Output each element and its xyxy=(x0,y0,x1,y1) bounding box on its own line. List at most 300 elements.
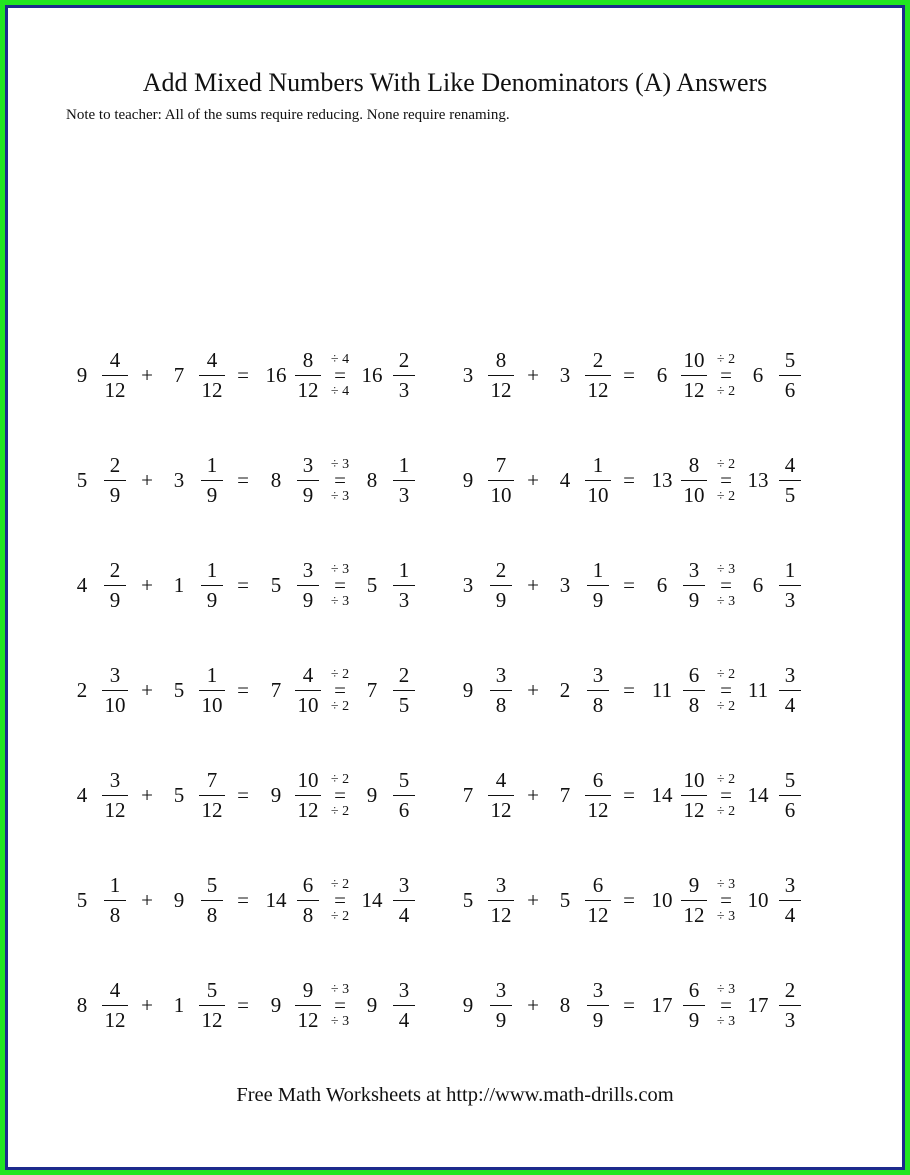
fraction-bar xyxy=(295,1005,321,1006)
fraction-bar xyxy=(393,690,415,691)
denominator: 8 xyxy=(592,693,604,717)
divide-denominator-label: ÷ 3 xyxy=(330,594,350,609)
numerator: 10 xyxy=(683,348,705,372)
problem-11 xyxy=(60,865,440,935)
numerator: 5 xyxy=(398,768,410,792)
numerator: 3 xyxy=(784,663,796,687)
fraction-bar xyxy=(681,795,707,796)
denominator: 3 xyxy=(398,483,410,507)
denominator: 10 xyxy=(297,693,319,717)
answer-whole: 6 xyxy=(752,572,764,597)
answer-whole: 17 xyxy=(747,992,769,1017)
sum-whole: 6 xyxy=(656,362,668,387)
fraction-bar xyxy=(102,690,128,691)
numerator: 3 xyxy=(592,663,604,687)
numerator: 3 xyxy=(495,873,507,897)
fraction-bar xyxy=(297,900,319,901)
addend1-whole: 9 xyxy=(462,677,474,702)
numerator: 4 xyxy=(302,663,314,687)
divide-numerator-label: ÷ 2 xyxy=(716,772,736,787)
divide-denominator-label: ÷ 2 xyxy=(330,909,350,924)
numerator: 2 xyxy=(398,348,410,372)
numerator: 7 xyxy=(495,453,507,477)
divide-denominator-label: ÷ 3 xyxy=(716,1014,736,1029)
numerator: 3 xyxy=(495,663,507,687)
plus-sign: + xyxy=(527,677,539,702)
addend1-whole: 7 xyxy=(462,782,474,807)
fraction-bar xyxy=(488,900,514,901)
divide-numerator-label: ÷ 3 xyxy=(716,877,736,892)
numerator: 1 xyxy=(109,873,121,897)
numerator: 3 xyxy=(109,768,121,792)
divide-denominator-label: ÷ 3 xyxy=(716,594,736,609)
numerator: 2 xyxy=(109,558,121,582)
addend2-whole: 3 xyxy=(559,362,571,387)
answer-whole: 9 xyxy=(366,992,378,1017)
fraction-bar xyxy=(681,480,707,481)
equals-sign: = xyxy=(720,993,732,1017)
fraction-bar xyxy=(488,375,514,376)
answer-fraction xyxy=(384,340,424,410)
answer-whole: 6 xyxy=(752,362,764,387)
denominator: 4 xyxy=(784,693,796,717)
fraction-bar xyxy=(585,795,611,796)
plus-sign: + xyxy=(527,572,539,597)
fraction-bar xyxy=(490,690,512,691)
numerator: 3 xyxy=(398,978,410,1002)
plus-sign: + xyxy=(527,467,539,492)
denominator: 8 xyxy=(109,903,121,927)
plus-sign: + xyxy=(141,362,153,387)
addend2-whole: 4 xyxy=(559,467,571,492)
problem-14 xyxy=(446,970,826,1040)
fraction-bar xyxy=(393,900,415,901)
numerator: 8 xyxy=(495,348,507,372)
denominator: 12 xyxy=(104,1008,126,1032)
numerator: 3 xyxy=(302,453,314,477)
answer-fraction xyxy=(384,760,424,830)
addend2-whole: 2 xyxy=(559,677,571,702)
fraction-bar xyxy=(393,375,415,376)
fraction-bar xyxy=(587,690,609,691)
denominator: 3 xyxy=(784,1008,796,1032)
plus-sign: + xyxy=(527,782,539,807)
denominator: 6 xyxy=(784,378,796,402)
addend1-whole: 3 xyxy=(462,362,474,387)
fraction-bar xyxy=(295,795,321,796)
divide-numerator-label: ÷ 3 xyxy=(716,982,736,997)
numerator: 10 xyxy=(297,768,319,792)
divide-numerator-label: ÷ 2 xyxy=(716,352,736,367)
worksheet-title: Add Mixed Numbers With Like Denominators (A) Answers xyxy=(142,68,768,97)
denominator: 8 xyxy=(688,693,700,717)
numerator: 5 xyxy=(784,768,796,792)
fraction-bar xyxy=(199,375,225,376)
divide-numerator-label: ÷ 3 xyxy=(716,562,736,577)
plus-sign: + xyxy=(141,677,153,702)
teacher-note: Note to teacher: All of the sums require reducing. None require renaming. xyxy=(66,107,510,123)
numerator: 2 xyxy=(592,348,604,372)
fraction-bar xyxy=(102,375,128,376)
sum-whole: 14 xyxy=(651,782,673,807)
numerator: 7 xyxy=(206,768,218,792)
denominator: 10 xyxy=(201,693,223,717)
numerator: 6 xyxy=(688,663,700,687)
equals-sign: = xyxy=(623,362,635,387)
sum-whole: 5 xyxy=(270,572,282,597)
denominator: 9 xyxy=(688,1008,700,1032)
denominator: 9 xyxy=(206,588,218,612)
numerator: 1 xyxy=(592,558,604,582)
numerator: 6 xyxy=(592,768,604,792)
sum-whole: 16 xyxy=(265,362,287,387)
numerator: 2 xyxy=(495,558,507,582)
denominator: 12 xyxy=(587,798,609,822)
numerator: 3 xyxy=(784,873,796,897)
denominator: 12 xyxy=(104,378,126,402)
footer-credit: Free Math Worksheets at http://www.math-drills.com xyxy=(236,1084,674,1106)
divide-denominator-label: ÷ 3 xyxy=(330,489,350,504)
sum-whole: 17 xyxy=(651,992,673,1017)
equals-sign: = xyxy=(237,887,249,912)
equals-sign: = xyxy=(334,678,346,702)
fraction-bar xyxy=(102,795,128,796)
divide-numerator-label: ÷ 2 xyxy=(330,772,350,787)
numerator: 9 xyxy=(688,873,700,897)
divide-numerator-label: ÷ 2 xyxy=(330,667,350,682)
denominator: 8 xyxy=(302,903,314,927)
denominator: 9 xyxy=(302,483,314,507)
fraction-bar xyxy=(779,1005,801,1006)
sum-whole: 14 xyxy=(265,887,287,912)
equals-sign: = xyxy=(334,783,346,807)
answer-fraction xyxy=(384,865,424,935)
addend2-whole: 5 xyxy=(173,782,185,807)
fraction-bar xyxy=(297,480,319,481)
answer-fraction xyxy=(384,970,424,1040)
numerator: 4 xyxy=(495,768,507,792)
divide-denominator-label: ÷ 2 xyxy=(330,699,350,714)
divide-denominator-label: ÷ 3 xyxy=(330,1014,350,1029)
fraction-bar xyxy=(393,1005,415,1006)
plus-sign: + xyxy=(527,887,539,912)
denominator: 10 xyxy=(490,483,512,507)
numerator: 1 xyxy=(206,453,218,477)
fraction-bar xyxy=(104,585,126,586)
equals-sign: = xyxy=(720,888,732,912)
problem-10 xyxy=(446,760,826,830)
equals-sign: = xyxy=(237,992,249,1017)
fraction-bar xyxy=(587,585,609,586)
addend2-whole: 5 xyxy=(173,677,185,702)
numerator: 6 xyxy=(592,873,604,897)
equals-sign: = xyxy=(237,782,249,807)
divide-denominator-label: ÷ 2 xyxy=(716,699,736,714)
problem-6 xyxy=(446,550,826,620)
denominator: 12 xyxy=(104,798,126,822)
numerator: 3 xyxy=(688,558,700,582)
fraction-bar xyxy=(779,375,801,376)
answer-fraction xyxy=(770,550,810,620)
numerator: 1 xyxy=(206,663,218,687)
equals-sign: = xyxy=(237,677,249,702)
fraction-bar xyxy=(488,795,514,796)
divide-denominator-label: ÷ 2 xyxy=(330,804,350,819)
denominator: 3 xyxy=(398,588,410,612)
numerator: 4 xyxy=(109,348,121,372)
sum-whole: 8 xyxy=(270,467,282,492)
numerator: 4 xyxy=(784,453,796,477)
plus-sign: + xyxy=(527,362,539,387)
numerator: 5 xyxy=(206,978,218,1002)
fraction-bar xyxy=(199,1005,225,1006)
addend2-whole: 7 xyxy=(559,782,571,807)
problem-8 xyxy=(446,655,826,725)
denominator: 3 xyxy=(398,378,410,402)
denominator: 9 xyxy=(495,588,507,612)
numerator: 8 xyxy=(302,348,314,372)
divide-denominator-label: ÷ 3 xyxy=(716,909,736,924)
fraction-bar xyxy=(201,480,223,481)
fraction-bar xyxy=(681,375,707,376)
equals-sign: = xyxy=(237,467,249,492)
divide-numerator-label: ÷ 2 xyxy=(716,457,736,472)
answer-fraction xyxy=(384,655,424,725)
denominator: 9 xyxy=(109,588,121,612)
answer-fraction xyxy=(770,970,810,1040)
fraction-bar xyxy=(393,585,415,586)
equals-sign: = xyxy=(623,572,635,597)
fraction-bar xyxy=(779,585,801,586)
equals-sign: = xyxy=(623,677,635,702)
denominator: 4 xyxy=(398,1008,410,1032)
denominator: 12 xyxy=(297,1008,319,1032)
fraction-bar xyxy=(585,900,611,901)
numerator: 8 xyxy=(688,453,700,477)
divide-denominator-label: ÷ 2 xyxy=(716,384,736,399)
fraction-bar xyxy=(683,585,705,586)
problem-1 xyxy=(60,340,440,410)
divide-numerator-label: ÷ 3 xyxy=(330,562,350,577)
plus-sign: + xyxy=(141,467,153,492)
equals-sign: = xyxy=(334,363,346,387)
problem-12 xyxy=(446,865,826,935)
fraction-bar xyxy=(295,690,321,691)
denominator: 8 xyxy=(495,693,507,717)
denominator: 12 xyxy=(201,1008,223,1032)
denominator: 9 xyxy=(495,1008,507,1032)
numerator: 1 xyxy=(784,558,796,582)
problem-2 xyxy=(446,340,826,410)
plus-sign: + xyxy=(141,992,153,1017)
denominator: 5 xyxy=(784,483,796,507)
fraction-bar xyxy=(779,900,801,901)
problem-4 xyxy=(446,445,826,515)
addend1-whole: 2 xyxy=(76,677,88,702)
answer-whole: 14 xyxy=(361,887,383,912)
sum-whole: 9 xyxy=(270,992,282,1017)
equals-sign: = xyxy=(623,992,635,1017)
plus-sign: + xyxy=(141,572,153,597)
fraction-bar xyxy=(587,1005,609,1006)
addend2-whole: 5 xyxy=(559,887,571,912)
denominator: 12 xyxy=(490,903,512,927)
numerator: 2 xyxy=(109,453,121,477)
answer-fraction xyxy=(770,655,810,725)
fraction-bar xyxy=(102,1005,128,1006)
addend1-whole: 5 xyxy=(76,887,88,912)
sum-whole: 10 xyxy=(651,887,673,912)
answer-whole: 16 xyxy=(361,362,383,387)
numerator: 4 xyxy=(206,348,218,372)
fraction-bar xyxy=(488,480,514,481)
answer-whole: 13 xyxy=(747,467,769,492)
problem-3 xyxy=(60,445,440,515)
equals-sign: = xyxy=(720,468,732,492)
denominator: 4 xyxy=(784,903,796,927)
sum-whole: 9 xyxy=(270,782,282,807)
divide-denominator-label: ÷ 2 xyxy=(716,489,736,504)
fraction-bar xyxy=(681,900,707,901)
fraction-bar xyxy=(295,375,321,376)
denominator: 6 xyxy=(398,798,410,822)
fraction-bar xyxy=(297,585,319,586)
numerator: 3 xyxy=(302,558,314,582)
answer-whole: 10 xyxy=(747,887,769,912)
numerator: 3 xyxy=(592,978,604,1002)
addend2-whole: 3 xyxy=(559,572,571,597)
plus-sign: + xyxy=(527,992,539,1017)
denominator: 9 xyxy=(592,588,604,612)
denominator: 12 xyxy=(587,903,609,927)
denominator: 3 xyxy=(784,588,796,612)
equals-sign: = xyxy=(720,363,732,387)
fraction-bar xyxy=(199,795,225,796)
addend1-whole: 9 xyxy=(462,467,474,492)
numerator: 4 xyxy=(109,978,121,1002)
fraction-bar xyxy=(199,690,225,691)
answer-whole: 11 xyxy=(747,677,769,702)
divide-numerator-label: ÷ 2 xyxy=(716,667,736,682)
sum-whole: 7 xyxy=(270,677,282,702)
fraction-bar xyxy=(201,900,223,901)
fraction-bar xyxy=(490,585,512,586)
denominator: 10 xyxy=(587,483,609,507)
problem-7 xyxy=(60,655,440,725)
equals-sign: = xyxy=(720,783,732,807)
answer-whole: 8 xyxy=(366,467,378,492)
sum-whole: 13 xyxy=(651,467,673,492)
answer-fraction xyxy=(770,445,810,515)
numerator: 2 xyxy=(784,978,796,1002)
addend1-whole: 5 xyxy=(462,887,474,912)
equals-sign: = xyxy=(623,887,635,912)
denominator: 10 xyxy=(683,483,705,507)
denominator: 9 xyxy=(109,483,121,507)
denominator: 9 xyxy=(688,588,700,612)
numerator: 1 xyxy=(398,453,410,477)
answer-whole: 14 xyxy=(747,782,769,807)
fraction-bar xyxy=(585,480,611,481)
fraction-bar xyxy=(683,1005,705,1006)
denominator: 5 xyxy=(398,693,410,717)
addend2-whole: 3 xyxy=(173,467,185,492)
denominator: 10 xyxy=(104,693,126,717)
numerator: 6 xyxy=(688,978,700,1002)
denominator: 12 xyxy=(683,903,705,927)
denominator: 12 xyxy=(201,378,223,402)
problem-5 xyxy=(60,550,440,620)
equals-sign: = xyxy=(623,467,635,492)
answer-fraction xyxy=(770,340,810,410)
fraction-bar xyxy=(104,480,126,481)
equals-sign: = xyxy=(720,678,732,702)
numerator: 1 xyxy=(398,558,410,582)
answer-whole: 9 xyxy=(366,782,378,807)
fraction-bar xyxy=(779,690,801,691)
equals-sign: = xyxy=(334,573,346,597)
denominator: 6 xyxy=(784,798,796,822)
numerator: 3 xyxy=(495,978,507,1002)
equals-sign: = xyxy=(623,782,635,807)
equals-sign: = xyxy=(237,362,249,387)
equals-sign: = xyxy=(334,468,346,492)
denominator: 8 xyxy=(206,903,218,927)
fraction-bar xyxy=(393,480,415,481)
equals-sign: = xyxy=(237,572,249,597)
addend1-whole: 9 xyxy=(462,992,474,1017)
fraction-bar xyxy=(393,795,415,796)
addend1-whole: 8 xyxy=(76,992,88,1017)
numerator: 9 xyxy=(302,978,314,1002)
divide-numerator-label: ÷ 2 xyxy=(330,877,350,892)
fraction-bar xyxy=(779,795,801,796)
addend1-whole: 9 xyxy=(76,362,88,387)
numerator: 2 xyxy=(398,663,410,687)
numerator: 3 xyxy=(398,873,410,897)
answer-fraction xyxy=(384,550,424,620)
denominator: 4 xyxy=(398,903,410,927)
numerator: 1 xyxy=(592,453,604,477)
numerator: 6 xyxy=(302,873,314,897)
denominator: 12 xyxy=(297,798,319,822)
denominator: 9 xyxy=(592,1008,604,1032)
divide-numerator-label: ÷ 3 xyxy=(330,982,350,997)
plus-sign: + xyxy=(141,887,153,912)
denominator: 12 xyxy=(297,378,319,402)
denominator: 12 xyxy=(683,798,705,822)
divide-numerator-label: ÷ 4 xyxy=(330,352,350,367)
answer-whole: 5 xyxy=(366,572,378,597)
numerator: 3 xyxy=(109,663,121,687)
fraction-bar xyxy=(490,1005,512,1006)
divide-numerator-label: ÷ 3 xyxy=(330,457,350,472)
sum-whole: 6 xyxy=(656,572,668,597)
numerator: 1 xyxy=(206,558,218,582)
denominator: 12 xyxy=(587,378,609,402)
denominator: 12 xyxy=(490,378,512,402)
answer-whole: 7 xyxy=(366,677,378,702)
fraction-bar xyxy=(201,585,223,586)
problem-9 xyxy=(60,760,440,830)
denominator: 9 xyxy=(302,588,314,612)
addend2-whole: 1 xyxy=(173,992,185,1017)
divide-denominator-label: ÷ 2 xyxy=(716,804,736,819)
problem-13 xyxy=(60,970,440,1040)
addend1-whole: 3 xyxy=(462,572,474,597)
fraction-bar xyxy=(104,900,126,901)
addend2-whole: 1 xyxy=(173,572,185,597)
